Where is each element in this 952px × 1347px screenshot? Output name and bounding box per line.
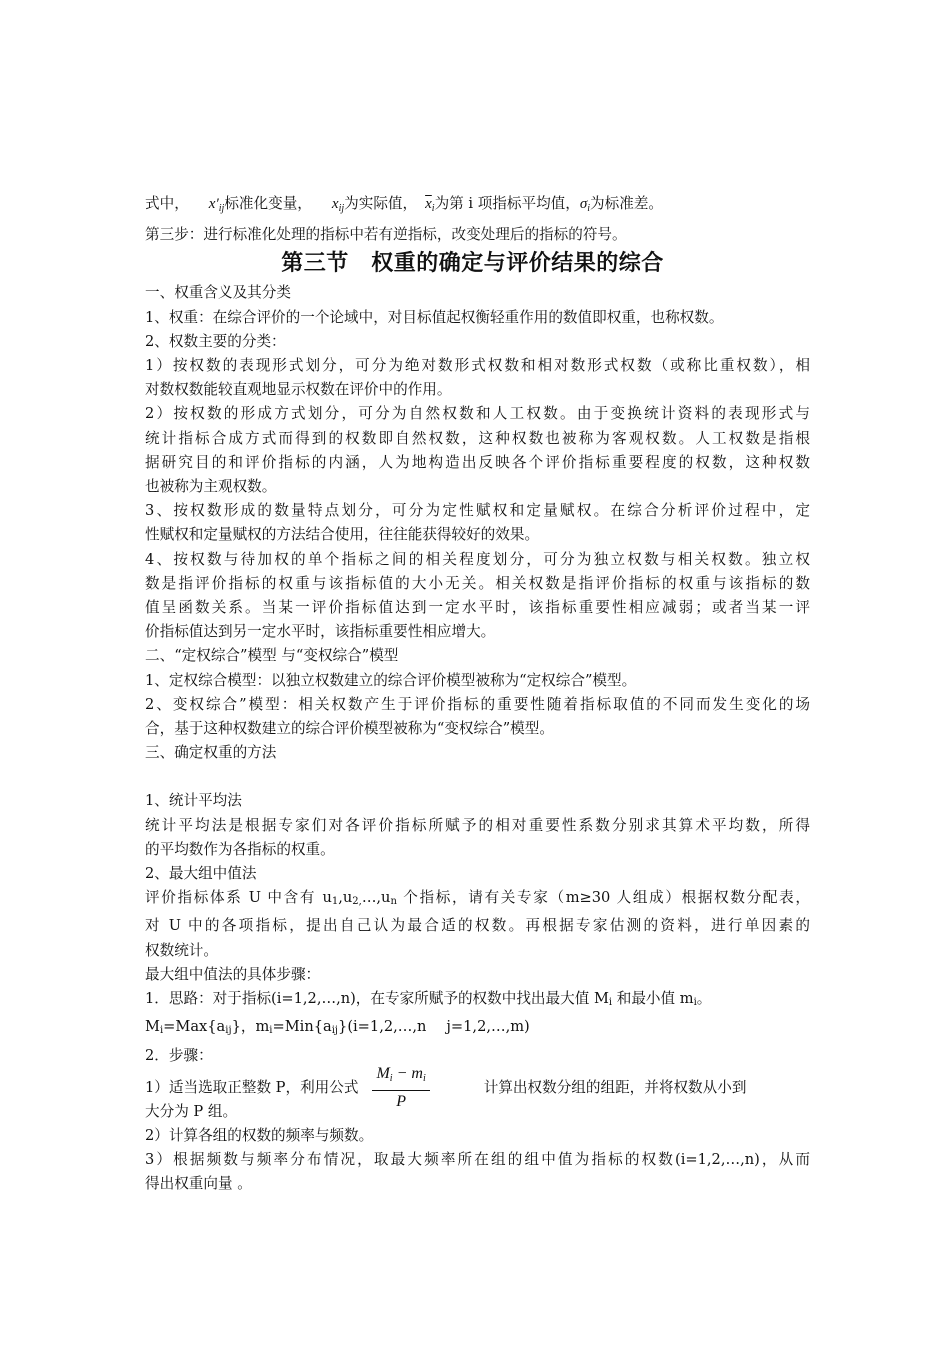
heading-methods: 三、确定权重的方法	[145, 744, 277, 762]
heading-models: 二、“定权综合”模型 与“变权综合”模型	[145, 647, 399, 665]
text-prefix: 式中，	[145, 195, 189, 212]
paragraph-variable-weight-line1: 2、变权综合”模型：相关权数产生于评价指标的重要性随着指标取值的不同而发生变化的场	[145, 695, 810, 713]
text-mean-value: 为第 i 项指标平均值，	[434, 195, 580, 212]
paragraph-correlation-line2: 数是指评价指标的权重与该指标值的大小无关。相关权数是指评价指标的权重与该指标的数	[145, 574, 810, 592]
paragraph-variable-weight-line2: 合，基于这种权数建立的综合评价模型被称为“变权综合”模型。	[145, 720, 554, 738]
heading-specific-steps: 最大组中值法的具体步骤：	[145, 965, 321, 983]
paragraph-step-two: 2）计算各组的权数的频率与频数。	[145, 1126, 374, 1144]
paragraph-form-line1: 1）按权数的表现形式划分，可分为绝对数形式权数和相对数形式权数（或称比重权数），相	[145, 357, 810, 375]
heading-steps: 2．步骤：	[145, 1046, 213, 1064]
heading-weight-meaning: 一、权重含义及其分类	[145, 284, 291, 302]
paragraph-correlation-line4: 价指标值达到另一定水平时，该指标重要性相应增大。	[145, 623, 496, 641]
paragraph-form-line2: 对数权数能较直观地显示权数在评价中的作用。	[145, 381, 452, 399]
paragraph-statistical-average-line2: 的平均数作为各指标的权重。	[145, 840, 335, 858]
paragraph-correlation-line3: 值呈函数关系。当某一评价指标值达到一定水平时，该指标重要性相应减弱；或者当某一评	[145, 599, 810, 617]
paragraph-step-one: 1）适当选取正整数 P，利用公式 $\frac{M_i - m_i}{P}$ 计算出权数分组的组距，并将权数从小到	[145, 1064, 747, 1110]
paragraph-step-one-line2: 大分为 P 组。	[145, 1102, 238, 1120]
paragraph-weight-definition: 1、权重：在综合评价的一个论域中，对目标值起权衡轻重作用的数值即权重，也称权数。	[145, 308, 724, 326]
paragraph-quantity-line1: 3、按权数形成的数量特点划分，可分为定性赋权和定量赋权。在综合分析评价过程中，定	[145, 502, 810, 520]
blank-line	[145, 765, 810, 789]
step-three: 第三步：进行标准化处理的指标中若有逆指标，改变处理后的指标的符号。	[145, 226, 627, 244]
paragraph-index-system-line1: 评价指标体系 U 中含有 u1,u2,…,un 个指标，请有关专家（m≥30 人组成）根据权数分配表，	[145, 889, 810, 908]
paragraph-correlation-line1: 4、按权数与待加权的单个指标之间的相关程度划分，可分为独立权数与相关权数。独立权	[145, 550, 810, 568]
formula-explanation-line	[145, 192, 810, 221]
section-title: 第三节 权重的确定与评价结果的综合	[281, 251, 664, 277]
paragraph-index-system-line3: 权数统计。	[145, 941, 218, 959]
heading-weight-classes: 2、权数主要的分类：	[145, 332, 286, 350]
paragraph-formation-line1: 2）按权数的形成方式划分，可分为自然权数和人工权数。由于变换统计资料的表现形式与	[145, 405, 810, 423]
paragraph-index-system-line2: 对 U 中的各项指标，提出自己认为最合适的权数。再根据专家估测的资料，进行单因素的	[145, 917, 810, 935]
paragraph-step-three-line2: 得出权重向量 。	[145, 1175, 252, 1193]
paragraph-step-three-line1: 3）根据频数与频率分布情况，取最大频率所在组的组中值为指标的权数(i=1,2,…,n)，从而	[145, 1151, 810, 1169]
sigma-symbol: $\sigma_i$	[579, 196, 591, 214]
text-standardized-variable: 标准化变量，	[224, 195, 312, 212]
text-actual-value: 为实际值，	[344, 195, 418, 212]
text-std-dev: 为标准差。	[590, 195, 664, 212]
paragraph-formation-line3: 据研究目的和评价指标的内涵，人为地构造出反映各个评价指标重要程度的权数，这种权数	[145, 453, 810, 471]
document-page	[145, 192, 810, 1197]
formula-max-min: Mi=Max{aij}，mi=Min{aij}(i=1,2,…,n j=1,2,…,m)	[145, 1018, 530, 1037]
paragraph-formation-line2: 统计指标合成方式而得到的权数即自然权数，这种权数也被称为客观权数。人工权数是指根	[145, 429, 810, 447]
paragraph-quantity-line2: 性赋权和定量赋权的方法结合使用，往往能获得较好的效果。	[145, 526, 540, 544]
x-bar-symbol: $\overline{x}_i$	[425, 196, 435, 214]
heading-max-group-midpoint: 2、最大组中值法	[145, 865, 257, 883]
paragraph-statistical-average-line1: 统计平均法是根据专家们对各评价指标所赋予的相对重要性系数分别求其算术平均数，所得	[145, 816, 810, 834]
x-prime-symbol: $x'_{ij}$	[208, 196, 225, 214]
x-symbol: $x_{ij}$	[331, 196, 345, 214]
paragraph-fixed-weight-model: 1、定权综合模型：以独立权数建立的综合评价模型被称为“定权综合”模型。	[145, 671, 637, 689]
paragraph-idea: 1．思路：对于指标(i=1,2,…,n)，在专家所赋予的权数中找出最大值 Mi 和最小值 mi。	[145, 990, 712, 1009]
heading-statistical-average: 1、统计平均法	[145, 792, 242, 810]
group-interval-fraction: $\frac{M_i - m_i}{P}$	[372, 1064, 429, 1112]
paragraph-formation-line4: 也被称为主观权数。	[145, 478, 277, 496]
